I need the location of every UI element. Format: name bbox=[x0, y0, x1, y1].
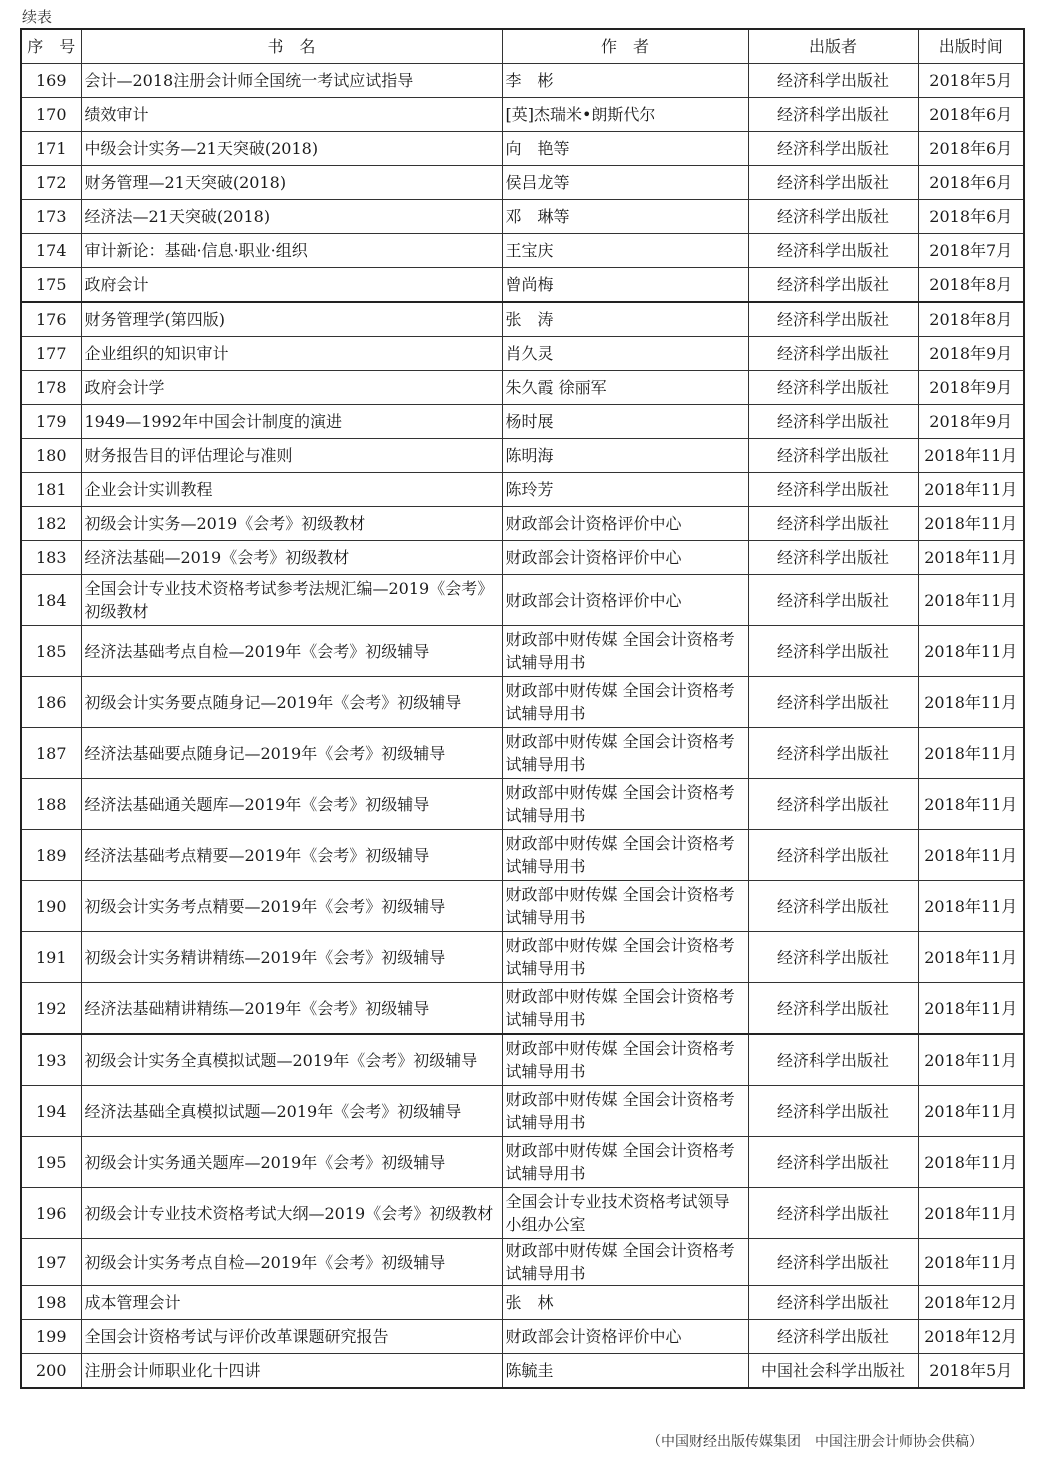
table-row bbox=[21, 983, 1024, 1035]
publish-date: 2018年5月 bbox=[918, 1354, 1024, 1389]
book-publisher: 经济科学出版社 bbox=[748, 200, 918, 234]
publish-date: 2018年9月 bbox=[918, 405, 1024, 439]
book-author: 财政部中财传媒 全国会计资格考试辅导用书 bbox=[502, 932, 748, 983]
book-title: 中级会计实务—21天突破(2018) bbox=[81, 132, 502, 166]
book-author: 财政部会计资格评价中心 bbox=[502, 575, 748, 626]
book-publisher: 经济科学出版社 bbox=[748, 541, 918, 575]
book-title: 经济法基础精讲精练—2019年《会考》初级辅导 bbox=[81, 983, 502, 1035]
row-number: 195 bbox=[21, 1137, 81, 1188]
publish-date: 2018年6月 bbox=[918, 166, 1024, 200]
book-author: 财政部会计资格评价中心 bbox=[502, 541, 748, 575]
book-author: 财政部会计资格评价中心 bbox=[502, 507, 748, 541]
book-title: 会计—2018注册会计师全国统一考试应试指导 bbox=[81, 64, 502, 98]
book-publisher: 经济科学出版社 bbox=[748, 983, 918, 1035]
publish-date: 2018年11月 bbox=[918, 1137, 1024, 1188]
row-number: 182 bbox=[21, 507, 81, 541]
book-author: 财政部中财传媒 全国会计资格考试辅导用书 bbox=[502, 983, 748, 1035]
publish-date: 2018年11月 bbox=[918, 1086, 1024, 1137]
publish-date: 2018年11月 bbox=[918, 1239, 1024, 1286]
publish-date: 2018年11月 bbox=[918, 728, 1024, 779]
table-row bbox=[21, 1320, 1024, 1354]
table-row bbox=[21, 405, 1024, 439]
table-row bbox=[21, 830, 1024, 881]
publish-date: 2018年7月 bbox=[918, 234, 1024, 268]
book-author: 张 林 bbox=[502, 1286, 748, 1320]
publish-date: 2018年11月 bbox=[918, 626, 1024, 677]
book-publisher: 经济科学出版社 bbox=[748, 473, 918, 507]
table-row bbox=[21, 1137, 1024, 1188]
header-date: 出版时间 bbox=[918, 29, 1024, 64]
book-publisher: 经济科学出版社 bbox=[748, 1188, 918, 1239]
header-author: 作 者 bbox=[502, 29, 748, 64]
row-number: 176 bbox=[21, 302, 81, 337]
source-note: （中国财经出版传媒集团 中国注册会计师协会供稿） bbox=[647, 1434, 983, 1450]
book-publisher: 经济科学出版社 bbox=[748, 64, 918, 98]
table-header-row bbox=[21, 29, 1024, 64]
table-row bbox=[21, 337, 1024, 371]
book-title: 企业会计实训教程 bbox=[81, 473, 502, 507]
row-number: 184 bbox=[21, 575, 81, 626]
row-number: 191 bbox=[21, 932, 81, 983]
table-row bbox=[21, 541, 1024, 575]
book-title: 注册会计师职业化十四讲 bbox=[81, 1354, 502, 1389]
book-table bbox=[20, 28, 1025, 1389]
table-body bbox=[21, 64, 1024, 1389]
row-number: 180 bbox=[21, 439, 81, 473]
table-row bbox=[21, 166, 1024, 200]
publish-date: 2018年8月 bbox=[918, 268, 1024, 303]
row-number: 189 bbox=[21, 830, 81, 881]
table-row bbox=[21, 1086, 1024, 1137]
publish-date: 2018年12月 bbox=[918, 1320, 1024, 1354]
publish-date: 2018年11月 bbox=[918, 507, 1024, 541]
publish-date: 2018年8月 bbox=[918, 302, 1024, 337]
publish-date: 2018年11月 bbox=[918, 779, 1024, 830]
row-number: 193 bbox=[21, 1034, 81, 1086]
row-number: 188 bbox=[21, 779, 81, 830]
book-publisher: 经济科学出版社 bbox=[748, 507, 918, 541]
table-row bbox=[21, 728, 1024, 779]
table-row bbox=[21, 268, 1024, 303]
row-number: 173 bbox=[21, 200, 81, 234]
book-title: 初级会计实务要点随身记—2019年《会考》初级辅导 bbox=[81, 677, 502, 728]
book-author: 王宝庆 bbox=[502, 234, 748, 268]
book-publisher: 经济科学出版社 bbox=[748, 1320, 918, 1354]
book-title: 经济法—21天突破(2018) bbox=[81, 200, 502, 234]
book-title: 经济法基础要点随身记—2019年《会考》初级辅导 bbox=[81, 728, 502, 779]
book-title: 1949—1992年中国会计制度的演进 bbox=[81, 405, 502, 439]
book-title: 全国会计资格考试与评价改革课题研究报告 bbox=[81, 1320, 502, 1354]
header-publisher: 出版者 bbox=[748, 29, 918, 64]
book-publisher: 中国社会科学出版社 bbox=[748, 1354, 918, 1389]
row-number: 194 bbox=[21, 1086, 81, 1137]
row-number: 175 bbox=[21, 268, 81, 303]
book-publisher: 经济科学出版社 bbox=[748, 268, 918, 303]
book-title: 政府会计 bbox=[81, 268, 502, 303]
book-publisher: 经济科学出版社 bbox=[748, 1086, 918, 1137]
table-row bbox=[21, 932, 1024, 983]
publish-date: 2018年11月 bbox=[918, 1188, 1024, 1239]
book-publisher: 经济科学出版社 bbox=[748, 234, 918, 268]
row-number: 185 bbox=[21, 626, 81, 677]
table-row bbox=[21, 132, 1024, 166]
table-row bbox=[21, 439, 1024, 473]
row-number: 169 bbox=[21, 64, 81, 98]
book-author: 侯吕龙等 bbox=[502, 166, 748, 200]
book-author: 陈明海 bbox=[502, 439, 748, 473]
table-row bbox=[21, 575, 1024, 626]
publish-date: 2018年11月 bbox=[918, 677, 1024, 728]
book-author: 财政部中财传媒 全国会计资格考试辅导用书 bbox=[502, 881, 748, 932]
book-title: 全国会计专业技术资格考试参考法规汇编—2019《会考》初级教材 bbox=[81, 575, 502, 626]
table-row bbox=[21, 200, 1024, 234]
book-publisher: 经济科学出版社 bbox=[748, 677, 918, 728]
publish-date: 2018年9月 bbox=[918, 371, 1024, 405]
book-title: 初级会计专业技术资格考试大纲—2019《会考》初级教材 bbox=[81, 1188, 502, 1239]
table-row bbox=[21, 507, 1024, 541]
book-publisher: 经济科学出版社 bbox=[748, 132, 918, 166]
book-author: 财政部中财传媒 全国会计资格考试辅导用书 bbox=[502, 1086, 748, 1137]
book-author: 邓 琳等 bbox=[502, 200, 748, 234]
book-publisher: 经济科学出版社 bbox=[748, 337, 918, 371]
book-publisher: 经济科学出版社 bbox=[748, 830, 918, 881]
book-title: 成本管理会计 bbox=[81, 1286, 502, 1320]
book-author: 财政部中财传媒 全国会计资格考试辅导用书 bbox=[502, 728, 748, 779]
table-row bbox=[21, 98, 1024, 132]
table-row bbox=[21, 1034, 1024, 1086]
publish-date: 2018年11月 bbox=[918, 541, 1024, 575]
continued-label: 续表 bbox=[22, 8, 53, 26]
book-title: 经济法基础全真模拟试题—2019年《会考》初级辅导 bbox=[81, 1086, 502, 1137]
book-publisher: 经济科学出版社 bbox=[748, 626, 918, 677]
publish-date: 2018年11月 bbox=[918, 473, 1024, 507]
book-author: [英]杰瑞米•朗斯代尔 bbox=[502, 98, 748, 132]
row-number: 190 bbox=[21, 881, 81, 932]
publish-date: 2018年5月 bbox=[918, 64, 1024, 98]
table-row bbox=[21, 677, 1024, 728]
publish-date: 2018年6月 bbox=[918, 132, 1024, 166]
book-author: 财政部会计资格评价中心 bbox=[502, 1320, 748, 1354]
book-title: 经济法基础考点自检—2019年《会考》初级辅导 bbox=[81, 626, 502, 677]
book-author: 财政部中财传媒 全国会计资格考试辅导用书 bbox=[502, 677, 748, 728]
book-author: 财政部中财传媒 全国会计资格考试辅导用书 bbox=[502, 1239, 748, 1286]
publish-date: 2018年11月 bbox=[918, 932, 1024, 983]
row-number: 174 bbox=[21, 234, 81, 268]
book-title: 经济法基础通关题库—2019年《会考》初级辅导 bbox=[81, 779, 502, 830]
book-author: 杨时展 bbox=[502, 405, 748, 439]
book-author: 曾尚梅 bbox=[502, 268, 748, 303]
publish-date: 2018年11月 bbox=[918, 439, 1024, 473]
book-title: 初级会计实务—2019《会考》初级教材 bbox=[81, 507, 502, 541]
row-number: 200 bbox=[21, 1354, 81, 1389]
book-publisher: 经济科学出版社 bbox=[748, 575, 918, 626]
book-title: 经济法基础考点精要—2019年《会考》初级辅导 bbox=[81, 830, 502, 881]
row-number: 186 bbox=[21, 677, 81, 728]
table-row bbox=[21, 1286, 1024, 1320]
publish-date: 2018年11月 bbox=[918, 881, 1024, 932]
book-publisher: 经济科学出版社 bbox=[748, 98, 918, 132]
publish-date: 2018年12月 bbox=[918, 1286, 1024, 1320]
book-publisher: 经济科学出版社 bbox=[748, 779, 918, 830]
book-title: 绩效审计 bbox=[81, 98, 502, 132]
book-title: 政府会计学 bbox=[81, 371, 502, 405]
book-author: 肖久灵 bbox=[502, 337, 748, 371]
book-publisher: 经济科学出版社 bbox=[748, 728, 918, 779]
book-author: 财政部中财传媒 全国会计资格考试辅导用书 bbox=[502, 779, 748, 830]
header-title: 书 名 bbox=[81, 29, 502, 64]
row-number: 198 bbox=[21, 1286, 81, 1320]
book-title: 初级会计实务考点精要—2019年《会考》初级辅导 bbox=[81, 881, 502, 932]
row-number: 179 bbox=[21, 405, 81, 439]
book-title: 财务管理学(第四版) bbox=[81, 302, 502, 337]
header-num: 序 号 bbox=[21, 29, 81, 64]
publish-date: 2018年6月 bbox=[918, 200, 1024, 234]
table-row bbox=[21, 302, 1024, 337]
table-row bbox=[21, 626, 1024, 677]
row-number: 178 bbox=[21, 371, 81, 405]
table-row bbox=[21, 1354, 1024, 1389]
row-number: 177 bbox=[21, 337, 81, 371]
book-author: 陈玲芳 bbox=[502, 473, 748, 507]
book-author: 陈毓圭 bbox=[502, 1354, 748, 1389]
table-row bbox=[21, 371, 1024, 405]
table-row bbox=[21, 1188, 1024, 1239]
table-row bbox=[21, 1239, 1024, 1286]
row-number: 199 bbox=[21, 1320, 81, 1354]
book-publisher: 经济科学出版社 bbox=[748, 166, 918, 200]
book-author: 财政部中财传媒 全国会计资格考试辅导用书 bbox=[502, 830, 748, 881]
book-author: 全国会计专业技术资格考试领导小组办公室 bbox=[502, 1188, 748, 1239]
book-author: 财政部中财传媒 全国会计资格考试辅导用书 bbox=[502, 1034, 748, 1086]
row-number: 196 bbox=[21, 1188, 81, 1239]
row-number: 170 bbox=[21, 98, 81, 132]
book-title: 初级会计实务通关题库—2019年《会考》初级辅导 bbox=[81, 1137, 502, 1188]
book-title: 财务报告目的评估理论与准则 bbox=[81, 439, 502, 473]
book-publisher: 经济科学出版社 bbox=[748, 302, 918, 337]
book-publisher: 经济科学出版社 bbox=[748, 881, 918, 932]
book-author: 向 艳等 bbox=[502, 132, 748, 166]
table-row bbox=[21, 234, 1024, 268]
book-publisher: 经济科学出版社 bbox=[748, 439, 918, 473]
row-number: 181 bbox=[21, 473, 81, 507]
book-title: 审计新论：基础·信息·职业·组织 bbox=[81, 234, 502, 268]
publish-date: 2018年11月 bbox=[918, 1034, 1024, 1086]
book-title: 初级会计实务全真模拟试题—2019年《会考》初级辅导 bbox=[81, 1034, 502, 1086]
book-title: 企业组织的知识审计 bbox=[81, 337, 502, 371]
book-publisher: 经济科学出版社 bbox=[748, 1137, 918, 1188]
book-title: 财务管理—21天突破(2018) bbox=[81, 166, 502, 200]
book-author: 财政部中财传媒 全国会计资格考试辅导用书 bbox=[502, 1137, 748, 1188]
book-publisher: 经济科学出版社 bbox=[748, 1286, 918, 1320]
book-publisher: 经济科学出版社 bbox=[748, 405, 918, 439]
row-number: 192 bbox=[21, 983, 81, 1035]
book-publisher: 经济科学出版社 bbox=[748, 1034, 918, 1086]
publish-date: 2018年11月 bbox=[918, 830, 1024, 881]
book-publisher: 经济科学出版社 bbox=[748, 1239, 918, 1286]
book-title: 初级会计实务精讲精练—2019年《会考》初级辅导 bbox=[81, 932, 502, 983]
row-number: 172 bbox=[21, 166, 81, 200]
book-publisher: 经济科学出版社 bbox=[748, 932, 918, 983]
row-number: 183 bbox=[21, 541, 81, 575]
book-author: 李 彬 bbox=[502, 64, 748, 98]
book-title: 经济法基础—2019《会考》初级教材 bbox=[81, 541, 502, 575]
publish-date: 2018年9月 bbox=[918, 337, 1024, 371]
table-row bbox=[21, 473, 1024, 507]
table-row bbox=[21, 779, 1024, 830]
publish-date: 2018年6月 bbox=[918, 98, 1024, 132]
row-number: 171 bbox=[21, 132, 81, 166]
table-row bbox=[21, 64, 1024, 98]
row-number: 187 bbox=[21, 728, 81, 779]
book-author: 朱久霞 徐丽军 bbox=[502, 371, 748, 405]
publish-date: 2018年11月 bbox=[918, 575, 1024, 626]
book-title: 初级会计实务考点自检—2019年《会考》初级辅导 bbox=[81, 1239, 502, 1286]
book-author: 张 涛 bbox=[502, 302, 748, 337]
book-publisher: 经济科学出版社 bbox=[748, 371, 918, 405]
table-row bbox=[21, 881, 1024, 932]
publish-date: 2018年11月 bbox=[918, 983, 1024, 1035]
row-number: 197 bbox=[21, 1239, 81, 1286]
book-author: 财政部中财传媒 全国会计资格考试辅导用书 bbox=[502, 626, 748, 677]
